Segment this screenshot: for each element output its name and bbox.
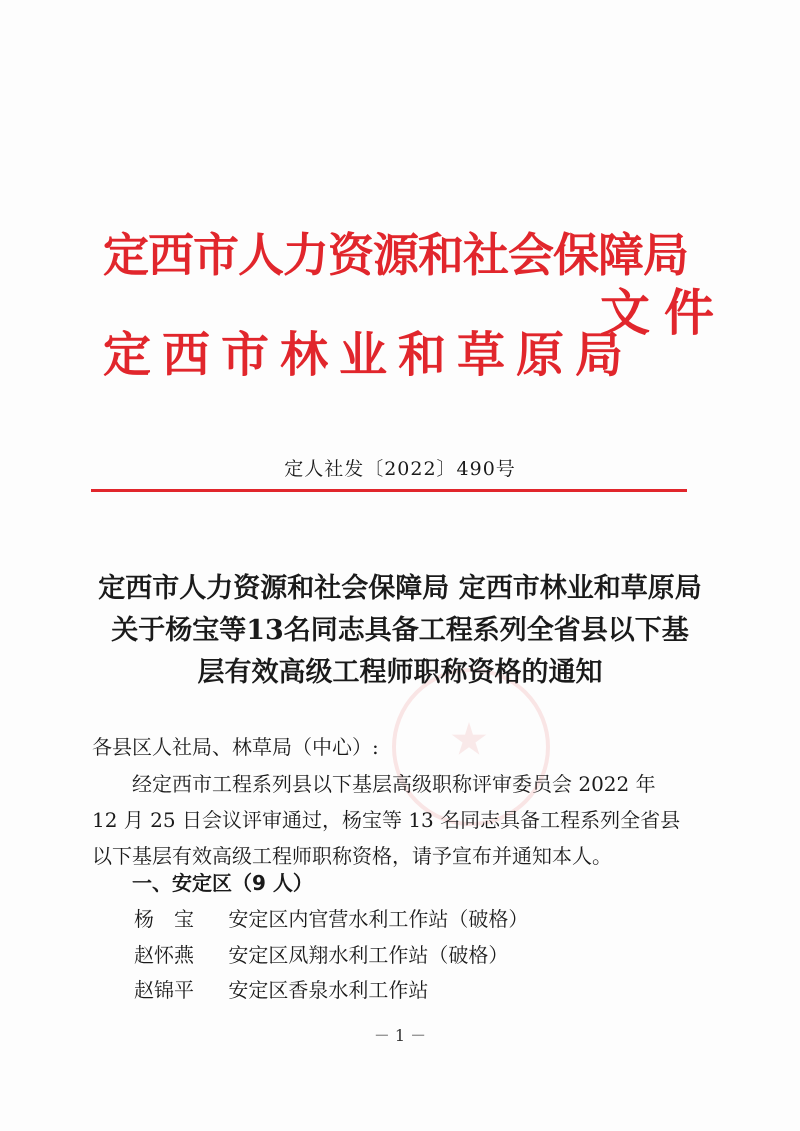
header-red-divider: [91, 489, 687, 492]
notice-title-line-2: 关于杨宝等13名同志具备工程系列全省县以下基: [111, 615, 689, 646]
paragraph-line-3: 以下基层有效高级工程师职称资格，请予宣布并通知本人。: [92, 844, 612, 868]
notice-title-line-1: 定西市人力资源和社会保障局 定西市林业和草原局: [98, 573, 702, 604]
person-unit: 安定区内官营水利工作站（破格）: [228, 907, 529, 931]
issuing-org-hrss: 定西市人力资源和社会保障局: [103, 228, 688, 282]
person-unit: 安定区香泉水利工作站: [228, 978, 429, 1002]
paragraph-line-2: 12 月 25 日会议评审通过，杨宝等 13 名同志具备工程系列全省县: [92, 808, 681, 832]
person-entry: [134, 903, 528, 932]
person-entry: [134, 939, 508, 968]
person-name: 赵锦平: [134, 978, 194, 1002]
person-entry: [134, 974, 428, 1003]
document-type-label: 文件: [600, 284, 728, 342]
person-name: 杨 宝: [134, 907, 194, 931]
paragraph-line-1: 经定西市工程系列县以下基层高级职称评审委员会 2022 年: [132, 772, 656, 796]
body-paragraph: [92, 766, 712, 874]
person-name: 赵怀燕: [134, 943, 194, 967]
person-unit: 安定区凤翔水利工作站（破格）: [228, 943, 509, 967]
salutation: 各县区人社局、林草局（中心）:: [92, 735, 379, 759]
notice-title-line-3: 层有效高级工程师职称资格的通知: [197, 657, 603, 688]
section-heading-anding: 一、安定区（9 人）: [132, 871, 313, 895]
notice-title: [60, 568, 740, 694]
issuing-org-forestry: 定西市林业和草原局: [103, 327, 635, 383]
document-number: 定人社发〔2022〕490号: [284, 458, 516, 480]
page-number: － 1 －: [373, 1026, 427, 1045]
